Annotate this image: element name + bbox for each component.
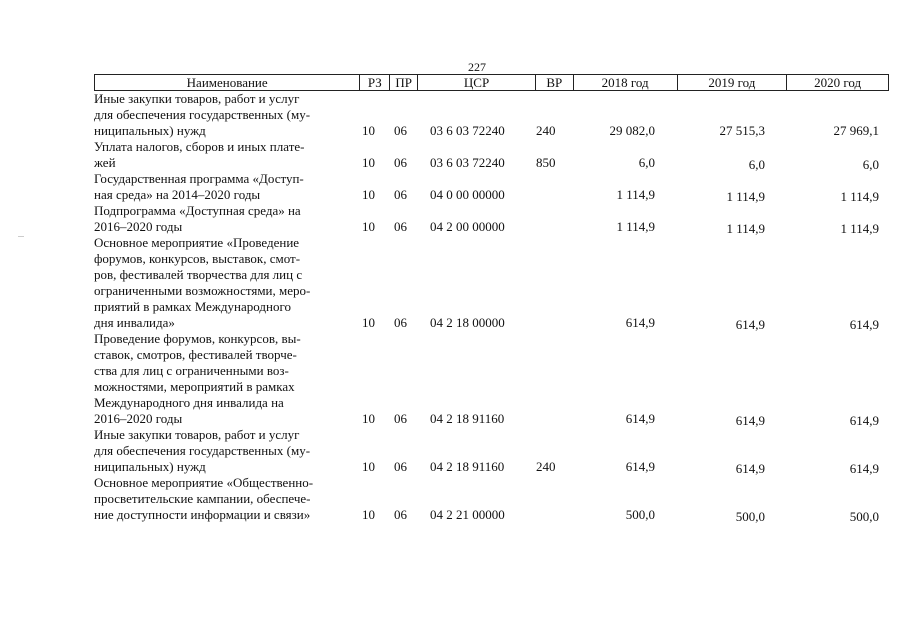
cell-2020: 1 114,9 [840, 220, 879, 236]
cell-2018: 500,0 [625, 506, 655, 522]
cell-rz: 10 [362, 410, 375, 426]
cell-csr: 04 2 18 91160 [430, 458, 505, 474]
table-row [94, 91, 889, 139]
cell-2020: 614,9 [849, 460, 879, 476]
cell-pr: 06 [394, 410, 407, 426]
header-2019: 2019 год [678, 75, 788, 90]
header-name: Наименование [95, 75, 360, 90]
cell-pr: 06 [394, 458, 407, 474]
cell-2020: 6,0 [862, 156, 879, 172]
cell-2020: 500,0 [849, 508, 879, 524]
cell-name: Проведение форумов, конкурсов, вы- ставок, смотров, фестивалей творче- ства для лиц с ограниченными воз- можностями, мероприятий в рамках Международного дня инвалида на 2016–2020 годы [94, 331, 301, 426]
cell-csr: 03 6 03 72240 [430, 154, 505, 170]
table-row [94, 139, 889, 171]
cell-csr: 04 2 18 91160 [430, 410, 505, 426]
cell-2019: 6,0 [748, 156, 765, 172]
header-vr: ВР [536, 75, 574, 90]
cell-2019: 614,9 [735, 316, 765, 332]
header-2018: 2018 год [574, 75, 678, 90]
cell-pr: 06 [394, 186, 407, 202]
header-pr: ПР [390, 75, 418, 90]
cell-2020: 1 114,9 [840, 188, 879, 204]
cell-2018: 29 082,0 [609, 122, 655, 138]
cell-rz: 10 [362, 218, 375, 234]
cell-2018: 1 114,9 [616, 218, 655, 234]
scan-margin-mark [18, 236, 24, 237]
cell-csr: 04 2 00 00000 [430, 218, 505, 234]
cell-name: Подпрограмма «Доступная среда» на 2016–2020 годы [94, 203, 301, 234]
cell-2019: 500,0 [735, 508, 765, 524]
cell-pr: 06 [394, 506, 407, 522]
cell-name: Иные закупки товаров, работ и услуг для обеспечения государственных (му- ниципальных) нужд [94, 91, 311, 138]
cell-2019: 614,9 [735, 460, 765, 476]
table-row [94, 331, 889, 427]
cell-pr: 06 [394, 314, 407, 330]
cell-2018: 6,0 [638, 154, 655, 170]
cell-csr: 04 0 00 00000 [430, 186, 505, 202]
cell-name: Основное мероприятие «Проведение форумов, конкурсов, выставок, смот- ров, фестивалей творчества для лиц с ограниченными возможностями, меро- приятий в рамках Международного дня инвалида» [94, 235, 311, 330]
cell-csr: 04 2 18 00000 [430, 314, 505, 330]
cell-name: Уплата налогов, сборов и иных плате- жей [94, 139, 305, 170]
cell-2019: 1 114,9 [726, 220, 765, 236]
cell-rz: 10 [362, 506, 375, 522]
cell-rz: 10 [362, 186, 375, 202]
page-number: 227 [468, 60, 486, 74]
table-row [94, 203, 889, 235]
cell-pr: 06 [394, 122, 407, 138]
table-header-row [94, 74, 889, 91]
cell-rz: 10 [362, 314, 375, 330]
table-row [94, 475, 889, 523]
cell-2020: 27 969,1 [833, 122, 879, 138]
table-body [94, 91, 889, 523]
cell-vr: 850 [536, 154, 556, 170]
cell-csr: 04 2 21 00000 [430, 506, 505, 522]
cell-name: Основное мероприятие «Общественно- просветительские кампании, обеспече- ние доступности информации и связи» [94, 475, 314, 522]
cell-rz: 10 [362, 458, 375, 474]
cell-2019: 614,9 [735, 412, 765, 428]
cell-rz: 10 [362, 122, 375, 138]
cell-2018: 614,9 [625, 410, 655, 426]
header-csr: ЦСР [418, 75, 536, 90]
table-row [94, 171, 889, 203]
cell-name: Государственная программа «Доступ- ная среда» на 2014–2020 годы [94, 171, 304, 202]
cell-vr: 240 [536, 122, 556, 138]
cell-csr: 03 6 03 72240 [430, 122, 505, 138]
cell-pr: 06 [394, 154, 407, 170]
cell-vr: 240 [536, 458, 556, 474]
cell-pr: 06 [394, 218, 407, 234]
cell-2019: 27 515,3 [719, 122, 765, 138]
table-row [94, 427, 889, 475]
budget-table [94, 74, 889, 523]
cell-2020: 614,9 [849, 316, 879, 332]
cell-name: Иные закупки товаров, работ и услуг для обеспечения государственных (му- ниципальных) нужд [94, 427, 311, 474]
cell-rz: 10 [362, 154, 375, 170]
cell-2018: 614,9 [625, 314, 655, 330]
cell-2019: 1 114,9 [726, 188, 765, 204]
header-rz: РЗ [360, 75, 390, 90]
cell-2018: 614,9 [625, 458, 655, 474]
table-row [94, 235, 889, 331]
header-2020: 2020 год [814, 75, 862, 90]
cell-2018: 1 114,9 [616, 186, 655, 202]
cell-2020: 614,9 [849, 412, 879, 428]
